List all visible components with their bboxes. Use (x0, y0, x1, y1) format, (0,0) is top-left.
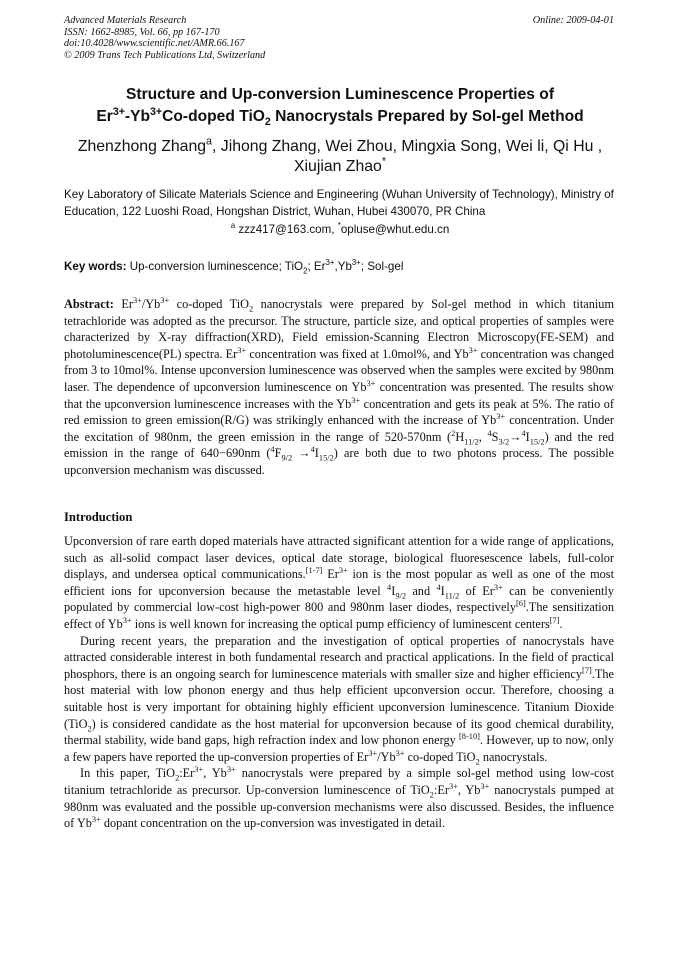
abstract-label: Abstract: (64, 297, 114, 311)
journal-issn: ISSN: 1662-8985, Vol. 66, pp 167-170 (64, 26, 220, 38)
author-emails: $^a$ zzz417@163.com, *opluse@whut.edu.cn (230, 221, 450, 236)
section-heading-introduction: Introduction (64, 510, 133, 524)
journal-doi: doi:10.4028/www.scientific.net/AMR.66.167 (64, 38, 245, 49)
keywords: Key words: Up-conversion luminescence; TiO$_2$; $Er^{3+},Yb^{3+}$; Sol-gel (64, 258, 404, 276)
intro-paragraph-3: In this paper, $TiO_2:Er^{3+}$, $Yb^{3+}$ nanocrystals were prepared by a simple sol-gel method using low-cost titanium tetrachloride as precursor. Up-conversion luminescence of $TiO_2:Er^{3+}$, $Yb^{3+}$ nanocrystals pumped at 980nm was evaluated and the possible up-conversion mechanisms were also discussed. Besides, the influence of $Yb^{3+}$ dopant concentration on the up-conversion was investigated in detail. (64, 765, 614, 831)
author-line1: Zhenzhong Zhang$^a$, Jihong Zhang, Wei Zhou, Mingxia Song, Wei li, Qi Hu , (77, 135, 603, 155)
author-line2: Xiujian Zhao* (293, 155, 386, 175)
intro-paragraph-1: Upconversion of rare earth doped materials have attracted significant attention for a wide range of applications, such as all-solid compact laser devices, optical date storage, biological fluoresescence labels, full-color displays, and undersea optical communications.[1-7] $Er^{3+}$ ion is the most popular as well as one of the most efficient ions for upconversion because the metastable level $^4I_{9/2}$ and $^4I_{11/2}$ of $Er^{3+}$ can be conveniently populated by commercial low-cost high-power 800 and 980nm laser diodes, respectively[6].The sensitization effect of $Yb^{3+}$ ions is well known for increasing the optical pump efficiency of luminescent centers[7]. (64, 534, 615, 631)
abstract: Abstract: $Er^{3+}/Yb^{3+}$ co-doped TiO$_2$ nanocrystals were prepared by Sol-gel method in which titanium tetrachloride was adopted as the precursor. The structure, particle size, and optical properties of samples were characterized by X-ray diffraction(XRD), Field emission-Scanning Electron Microscopy(FE-SEM) and photoluminescence(PL) spectra. $Er^{3+}$ concentration was fixed at 1.0mol%, and $Yb^{3+}$ concentration was changed from 3 to 10mol%. Intense upconversion luminescence was observed when the samples were excited by 980nm laser. The dependence of upconversion luminescence on $Yb^{3+}$ concentration was presented. The results show that the upconversion luminescence increases with the $Yb^{3+}$ concentration and gets its peak at 5%. The ratio of red emission to green emission(R/G) was strikingly enhanced with the increase of $Yb^{3+}$ concentration. Under the excitation of 980nm, the green emission in the range of 520-570nm ($^2H_{11/2}$, $^4S_{3/2}\to^4I_{15/2}$) and the red emission in the range of 640−690nm $(^4F_{9/2} \to^4I_{15/2})$ are both due to two photons process. The possible upconversion mechanism was discussed. (64, 295, 615, 477)
journal-name: Advanced Materials Research (64, 15, 187, 26)
online-date: Online: 2009-04-01 (532, 15, 614, 26)
affiliation: Key Laboratory of Silicate Materials Science and Engineering (Wuhan University of Technology), Ministry of Education, 122 Luoshi Road, Hongshan District, Wuhan, Hubei 430070, PR China (64, 188, 614, 218)
journal-copyright: © 2009 Trans Tech Publications Ltd, Switzerland (64, 49, 266, 61)
paper-title-line1: Structure and Up-conversion Luminescence Properties of (125, 86, 555, 103)
paper-title-line2: $Er^{3+}-Yb^{3+}Co$-doped TiO$_2$ Nanocrystals Prepared by Sol-gel Method (96, 105, 584, 129)
journal-header (64, 15, 265, 61)
keywords-label: Key words: (64, 260, 127, 273)
author-list (40, 137, 640, 177)
intro-paragraph-2: During recent years, the preparation and the investigation of optical properties of nanocrystals have attracted considerable interest in both fundamental research and practical applications. In the field of practical phosphors, there is an ongoing search for luminescence materials with smaller size and higher efficiency[7].The host material with low phonon energy and thus help efficient upconversion occur. Therefore, choosing a suitable host is very important for obtaining highly efficient upconversion luminescence. Titanium Dioxide (TiO$_2$) is considered candidate as the host material for upconversion because of its good chemical durability, thermal stability, wide band gaps, high refraction index and low phonon energy [8-10]. However, up to now, only a few papers have reported the up-conversion properties of $Er^{3+}/Yb^{3+}$ co-doped TiO$_2$ nanocrystals. (64, 633, 614, 767)
introduction-body (64, 533, 614, 832)
